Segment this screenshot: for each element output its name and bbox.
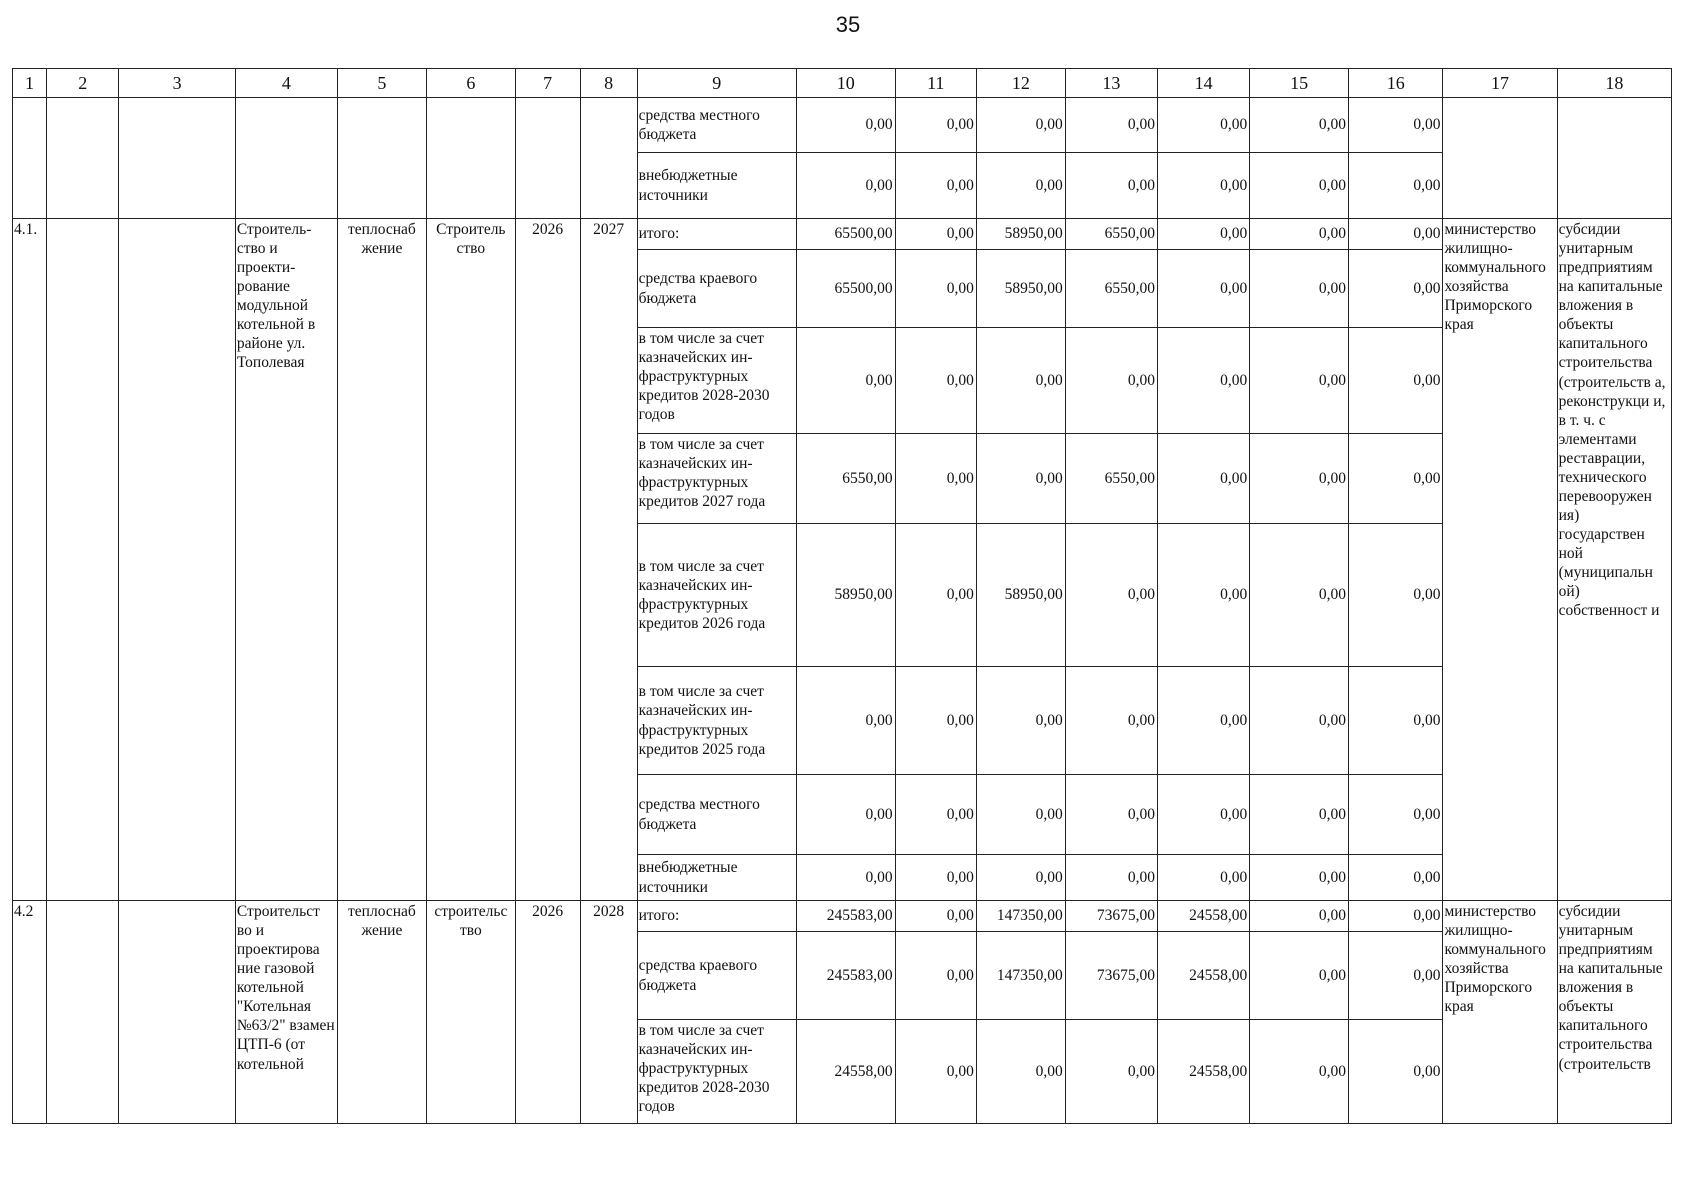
value-cell: 0,00 bbox=[895, 434, 976, 524]
value-cell: 0,00 bbox=[1250, 932, 1349, 1020]
value-cell: 0,00 bbox=[1250, 524, 1349, 667]
item-number: 4.1. bbox=[13, 219, 47, 901]
value-cell: 6550,00 bbox=[1065, 434, 1157, 524]
value-cell: 0,00 bbox=[895, 219, 976, 250]
value-cell: 0,00 bbox=[1349, 328, 1443, 434]
value-cell: 0,00 bbox=[1250, 153, 1349, 219]
value-cell: 0,00 bbox=[895, 98, 976, 153]
item-sector: теплоснаб жение bbox=[337, 219, 426, 901]
value-cell: 0,00 bbox=[1065, 667, 1157, 775]
value-cell: 0,00 bbox=[1065, 1020, 1157, 1124]
item-end-year: 2027 bbox=[580, 219, 637, 901]
value-cell: 0,00 bbox=[895, 328, 976, 434]
value-cell: 0,00 bbox=[1158, 855, 1250, 901]
value-cell: 58950,00 bbox=[976, 219, 1065, 250]
value-cell: 0,00 bbox=[796, 667, 895, 775]
col-header: 12 bbox=[976, 69, 1065, 98]
funding-source: в том числе за счет казначейских ин-фраструктурных кредитов 2028-2030 годов bbox=[637, 328, 796, 434]
value-cell: 0,00 bbox=[976, 855, 1065, 901]
value-cell: 6550,00 bbox=[1065, 219, 1157, 250]
funding-source: средства краевого бюджета bbox=[637, 250, 796, 328]
item-number: 4.2 bbox=[13, 901, 47, 1124]
value-cell: 0,00 bbox=[1250, 1020, 1349, 1124]
value-cell: 0,00 bbox=[1349, 855, 1443, 901]
value-cell: 0,00 bbox=[895, 932, 976, 1020]
value-cell: 0,00 bbox=[1349, 434, 1443, 524]
funding-source: в том числе за счет казначейских ин-фраструктурных кредитов 2028-2030 годов bbox=[637, 1020, 796, 1124]
col-header: 15 bbox=[1250, 69, 1349, 98]
value-cell: 0,00 bbox=[895, 1020, 976, 1124]
value-cell: 0,00 bbox=[1065, 524, 1157, 667]
value-cell: 147350,00 bbox=[976, 932, 1065, 1020]
value-cell: 0,00 bbox=[1349, 524, 1443, 667]
table-row bbox=[13, 98, 1672, 153]
funding-source: внебюджетные источники bbox=[637, 153, 796, 219]
responsible-body: министерство жилищно-коммунального хозяйства Приморского края bbox=[1443, 901, 1557, 1124]
funding-source: в том числе за счет казначейских ин-фраструктурных кредитов 2025 года bbox=[637, 667, 796, 775]
col-header: 17 bbox=[1443, 69, 1557, 98]
value-cell: 0,00 bbox=[1158, 153, 1250, 219]
value-cell: 0,00 bbox=[976, 153, 1065, 219]
value-cell: 0,00 bbox=[895, 524, 976, 667]
value-cell: 0,00 bbox=[1349, 250, 1443, 328]
value-cell: 0,00 bbox=[1158, 250, 1250, 328]
value-cell: 0,00 bbox=[1250, 775, 1349, 855]
item-name: Строитель-ство и проекти-рование модульной котельной в районе ул. Тополевая bbox=[235, 219, 337, 901]
header-row bbox=[13, 69, 1672, 98]
value-cell: 24558,00 bbox=[1158, 901, 1250, 932]
value-cell: 6550,00 bbox=[1065, 250, 1157, 328]
value-cell: 147350,00 bbox=[976, 901, 1065, 932]
funding-source: итого: bbox=[637, 219, 796, 250]
value-cell: 0,00 bbox=[895, 667, 976, 775]
table-row bbox=[13, 901, 1672, 932]
value-cell: 0,00 bbox=[1250, 855, 1349, 901]
col-header: 14 bbox=[1158, 69, 1250, 98]
col-header: 2 bbox=[47, 69, 119, 98]
value-cell: 0,00 bbox=[796, 328, 895, 434]
funding-source: средства краевого бюджета bbox=[637, 932, 796, 1020]
value-cell: 0,00 bbox=[1349, 775, 1443, 855]
value-cell: 0,00 bbox=[976, 434, 1065, 524]
value-cell: 0,00 bbox=[1158, 667, 1250, 775]
funding-source: средства местного бюджета bbox=[637, 775, 796, 855]
value-cell: 0,00 bbox=[1158, 434, 1250, 524]
value-cell: 0,00 bbox=[1158, 524, 1250, 667]
value-cell: 0,00 bbox=[1250, 901, 1349, 932]
value-cell: 0,00 bbox=[1065, 775, 1157, 855]
value-cell: 0,00 bbox=[1065, 855, 1157, 901]
value-cell: 245583,00 bbox=[796, 901, 895, 932]
value-cell: 0,00 bbox=[1349, 1020, 1443, 1124]
value-cell: 24558,00 bbox=[1158, 932, 1250, 1020]
col-header: 18 bbox=[1557, 69, 1671, 98]
value-cell: 0,00 bbox=[976, 1020, 1065, 1124]
value-cell: 0,00 bbox=[1158, 219, 1250, 250]
value-cell: 24558,00 bbox=[796, 1020, 895, 1124]
value-cell: 58950,00 bbox=[976, 250, 1065, 328]
funding-source: в том числе за счет казначейских ин-фраструктурных кредитов 2026 года bbox=[637, 524, 796, 667]
col-header: 4 bbox=[235, 69, 337, 98]
col-header: 8 bbox=[580, 69, 637, 98]
value-cell: 0,00 bbox=[895, 153, 976, 219]
value-cell: 0,00 bbox=[1250, 98, 1349, 153]
funding-source: средства местного бюджета bbox=[637, 98, 796, 153]
col-header: 1 bbox=[13, 69, 47, 98]
col-header: 10 bbox=[796, 69, 895, 98]
value-cell: 0,00 bbox=[796, 98, 895, 153]
value-cell: 0,00 bbox=[796, 775, 895, 855]
value-cell: 0,00 bbox=[976, 328, 1065, 434]
col-header: 3 bbox=[119, 69, 235, 98]
value-cell: 0,00 bbox=[895, 855, 976, 901]
value-cell: 0,00 bbox=[1250, 328, 1349, 434]
value-cell: 0,00 bbox=[976, 667, 1065, 775]
value-cell: 58950,00 bbox=[796, 524, 895, 667]
col-header: 16 bbox=[1349, 69, 1443, 98]
col-header: 5 bbox=[337, 69, 426, 98]
funding-source: в том числе за счет казначейских ин-фраструктурных кредитов 2027 года bbox=[637, 434, 796, 524]
value-cell: 0,00 bbox=[1158, 328, 1250, 434]
col-header: 7 bbox=[515, 69, 580, 98]
item-start-year: 2026 bbox=[515, 901, 580, 1124]
value-cell: 0,00 bbox=[1250, 219, 1349, 250]
item-work-type: Строитель ство bbox=[426, 219, 515, 901]
value-cell: 0,00 bbox=[1250, 434, 1349, 524]
value-cell: 0,00 bbox=[1349, 219, 1443, 250]
value-cell: 0,00 bbox=[1158, 98, 1250, 153]
item-sector: теплоснаб жение bbox=[337, 901, 426, 1124]
value-cell: 65500,00 bbox=[796, 250, 895, 328]
value-cell: 0,00 bbox=[1065, 328, 1157, 434]
responsible-body: министерство жилищно-коммунального хозяйства Приморского края bbox=[1443, 219, 1557, 901]
value-cell: 0,00 bbox=[796, 153, 895, 219]
col-header: 6 bbox=[426, 69, 515, 98]
item-start-year: 2026 bbox=[515, 219, 580, 901]
value-cell: 0,00 bbox=[976, 775, 1065, 855]
value-cell: 6550,00 bbox=[796, 434, 895, 524]
value-cell: 58950,00 bbox=[976, 524, 1065, 667]
col-header: 11 bbox=[895, 69, 976, 98]
value-cell: 0,00 bbox=[1349, 667, 1443, 775]
subsidy-type: субсидии унитарным предприятиям на капитальные вложения в объекты капитального строительства (строительств а, реконструкци и, в т. ч. с элементами реставрации, технического перевооружен ия) государствен ной (муниципальн ой) собственност и bbox=[1557, 219, 1671, 901]
value-cell: 65500,00 bbox=[796, 219, 895, 250]
value-cell: 0,00 bbox=[1349, 932, 1443, 1020]
value-cell: 0,00 bbox=[976, 98, 1065, 153]
table-row bbox=[13, 219, 1672, 250]
value-cell: 0,00 bbox=[895, 901, 976, 932]
value-cell: 0,00 bbox=[1349, 98, 1443, 153]
value-cell: 73675,00 bbox=[1065, 932, 1157, 1020]
value-cell: 0,00 bbox=[796, 855, 895, 901]
value-cell: 0,00 bbox=[895, 775, 976, 855]
item-work-type: строительс тво bbox=[426, 901, 515, 1124]
item-end-year: 2028 bbox=[580, 901, 637, 1124]
value-cell: 0,00 bbox=[1158, 775, 1250, 855]
funding-source: внебюджетные источники bbox=[637, 855, 796, 901]
funding-source: итого: bbox=[637, 901, 796, 932]
value-cell: 0,00 bbox=[1349, 153, 1443, 219]
col-header: 9 bbox=[637, 69, 796, 98]
item-name: Строительст во и проектирова ние газовой котельной "Котельная №63/2" взамен ЦТП-6 (от котельной bbox=[235, 901, 337, 1124]
value-cell: 245583,00 bbox=[796, 932, 895, 1020]
value-cell: 0,00 bbox=[1250, 667, 1349, 775]
budget-table bbox=[12, 68, 1672, 1124]
page-number: 35 bbox=[835, 12, 861, 37]
value-cell: 0,00 bbox=[895, 250, 976, 328]
value-cell: 0,00 bbox=[1065, 98, 1157, 153]
value-cell: 73675,00 bbox=[1065, 901, 1157, 932]
subsidy-type: субсидии унитарным предприятиям на капитальные вложения в объекты капитального строительства (строительств bbox=[1557, 901, 1671, 1124]
value-cell: 0,00 bbox=[1349, 901, 1443, 932]
value-cell: 0,00 bbox=[1250, 250, 1349, 328]
col-header: 13 bbox=[1065, 69, 1157, 98]
value-cell: 24558,00 bbox=[1158, 1020, 1250, 1124]
value-cell: 0,00 bbox=[1065, 153, 1157, 219]
